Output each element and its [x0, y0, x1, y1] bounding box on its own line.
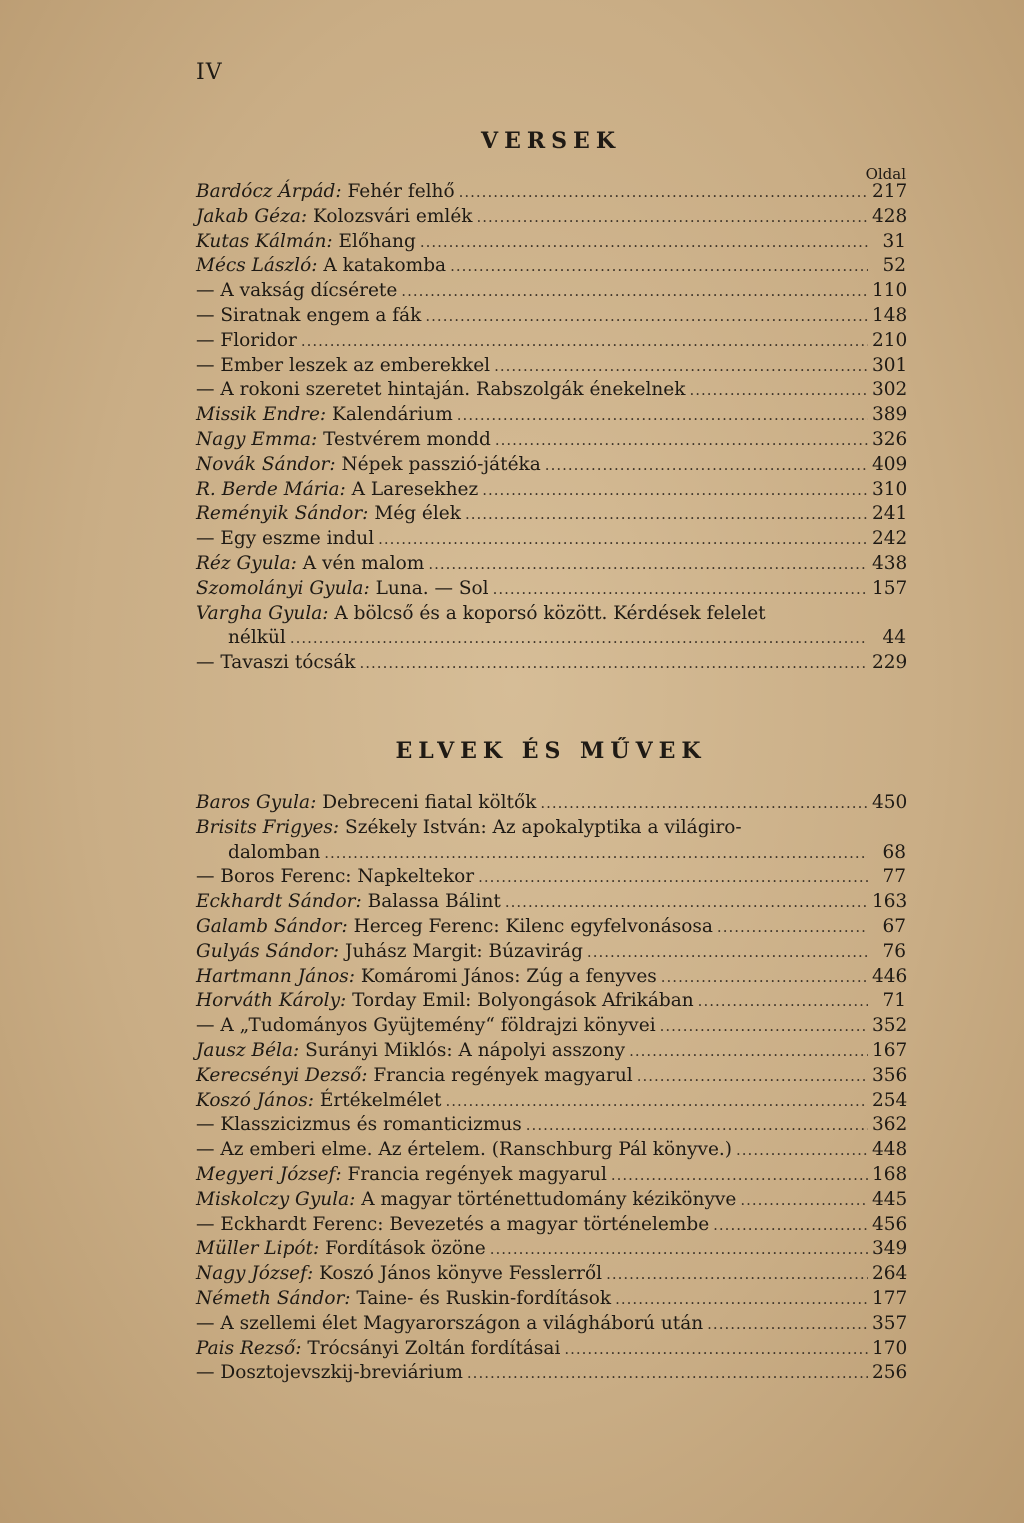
entry-page-number: 242 [872, 528, 908, 550]
dot-leader [540, 791, 868, 816]
toc-entry [196, 577, 906, 602]
entry-author: R. Berde Mária: [196, 478, 346, 500]
dot-leader [482, 478, 868, 503]
toc-entry [196, 428, 906, 453]
entry-title: — Ember leszek az emberekkel [196, 354, 491, 376]
entry-author: Reményik Sándor: [196, 503, 369, 525]
toc-entry [196, 1262, 906, 1287]
entry-page-number: 254 [872, 1089, 908, 1111]
dot-leader [611, 1163, 868, 1188]
entry-page-number: 67 [882, 915, 906, 937]
dot-leader [526, 1113, 868, 1138]
dot-leader [378, 527, 868, 552]
entry-page-number: 362 [872, 1114, 908, 1136]
entry-title: Juhász Margit: Búzavirág [345, 940, 583, 962]
entry-author: Megyeri József: [196, 1163, 342, 1185]
entry-title: — Eckhardt Ferenc: Bevezetés a magyar történelembe [196, 1213, 710, 1235]
entry-author: Baros Gyula: [196, 792, 317, 813]
toc-list-versek [196, 180, 906, 676]
toc-entry [196, 651, 906, 676]
toc-entry [196, 602, 906, 652]
entry-title: Komáromi János: Zúg a fenyves [360, 965, 657, 987]
entry-title: A vén malom [302, 552, 425, 574]
entry-page-number: 217 [872, 181, 908, 202]
entry-title: Székely István: Az apokalyptika a világiro- [345, 816, 742, 838]
toc-entry [196, 1039, 906, 1064]
entry-author: Szomolányi Gyula: [196, 577, 370, 599]
entry-title: Luna. — Sol [375, 577, 489, 599]
toc-entry [196, 1312, 906, 1337]
toc-entry [196, 1089, 906, 1114]
toc-entry [196, 279, 906, 304]
entry-author: Vargha Gyula: [196, 602, 329, 624]
entry-title: — Dosztojevszkij-breviárium [196, 1362, 463, 1384]
entry-page-number: 356 [872, 1064, 908, 1086]
entry-title-continued: dalomban [228, 841, 321, 863]
entry-page-number: 301 [872, 354, 908, 376]
entry-page-number: 241 [872, 503, 908, 525]
entry-page-number: 409 [872, 453, 908, 475]
entry-title: — Floridor [196, 329, 297, 351]
entry-page-number: 52 [882, 255, 906, 277]
toc-entry [196, 1237, 906, 1262]
entry-title: Fordítások özöne [325, 1238, 486, 1260]
toc-entry [196, 915, 906, 940]
entry-author: Miskolczy Gyula: [196, 1188, 356, 1210]
toc-entry [196, 230, 906, 255]
entry-author: Bardócz Árpád: [196, 181, 342, 202]
entry-author: Koszó János: [196, 1089, 314, 1111]
dot-leader [301, 329, 868, 354]
dot-leader [717, 915, 868, 940]
dot-leader [465, 502, 868, 527]
entry-author: Novák Sándor: [196, 453, 336, 475]
entry-page-number: 170 [872, 1337, 908, 1359]
entry-title: Debreceni fiatal költők [322, 792, 537, 813]
entry-page-number: 450 [872, 792, 908, 813]
entry-title: Trócsányi Zoltán fordításai [307, 1337, 561, 1359]
toc-entry [196, 1163, 906, 1188]
dot-leader [495, 428, 868, 453]
entry-title: Taine- és Ruskin-fordítások [356, 1287, 612, 1309]
dot-leader [490, 1237, 868, 1262]
toc-entry [196, 502, 906, 527]
entry-author: Kutas Kálmán: [196, 230, 333, 252]
entry-title: A bölcső és a koporsó között. Kérdések felelet [334, 602, 766, 624]
entry-page-number: 168 [872, 1163, 908, 1185]
toc-entry [196, 1361, 906, 1386]
entry-author: Galamb Sándor: [196, 915, 348, 937]
entry-page-number: 357 [872, 1312, 908, 1334]
entry-title: Még élek [374, 503, 461, 525]
page-column-label: Oldal [865, 165, 906, 183]
dot-leader [564, 1337, 868, 1362]
entry-page-number: 446 [872, 965, 908, 987]
entry-page-number: 44 [882, 627, 906, 649]
toc-entry [196, 1014, 906, 1039]
toc-entry [196, 965, 906, 990]
entry-page-number: 352 [872, 1015, 908, 1037]
entry-page-number: 157 [872, 577, 908, 599]
toc-entry [196, 791, 906, 816]
entry-author: Gulyás Sándor: [196, 940, 340, 962]
entry-title: — A rokoni szeretet hintaján. Rabszolgák énekelnek [196, 379, 686, 401]
entry-author: Jausz Béla: [196, 1039, 300, 1061]
entry-author: Kerecsényi Dezső: [196, 1064, 368, 1086]
toc-entry [196, 180, 906, 205]
entry-page-number: 31 [882, 230, 906, 252]
entry-page-number: 349 [872, 1238, 908, 1260]
entry-author: Jakab Géza: [196, 205, 308, 227]
dot-leader [661, 965, 868, 990]
entry-page-number: 264 [872, 1263, 908, 1285]
dot-leader [545, 453, 868, 478]
entry-page-number: 456 [872, 1213, 908, 1235]
toc-entry [196, 940, 906, 965]
dot-leader [637, 1064, 868, 1089]
dot-leader [477, 205, 869, 230]
dot-leader [698, 989, 868, 1014]
entry-title: Népek passzió-játéka [341, 453, 541, 475]
entry-title: Előhang [338, 230, 416, 252]
entry-page-number: 229 [872, 652, 908, 674]
dot-leader [660, 1014, 868, 1039]
toc-entry [196, 1337, 906, 1362]
section-heading-elvek: ELVEK ÉS MŰVEK [395, 738, 707, 764]
entry-page-number: 167 [872, 1039, 908, 1061]
entry-page-number: 210 [872, 329, 908, 351]
dot-leader [459, 180, 868, 205]
entry-author: Pais Rezső: [196, 1337, 302, 1359]
entry-title: Értékelmélet [319, 1089, 442, 1111]
entry-title: Torday Emil: Bolyongások Afrikában [352, 990, 694, 1012]
toc-entry [196, 403, 906, 428]
toc-entry [196, 1287, 906, 1312]
dot-leader [290, 626, 868, 651]
toc-entry [196, 329, 906, 354]
entry-author: Missik Endre: [196, 404, 327, 426]
dot-leader [615, 1287, 868, 1312]
toc-entry [196, 478, 906, 503]
entry-page-number: 445 [872, 1188, 908, 1210]
dot-leader [740, 1188, 868, 1213]
entry-title: Herceg Ferenc: Kilenc egyfelvonásosa [353, 915, 713, 937]
entry-page-number: 310 [872, 478, 908, 500]
entry-title: Surányi Miklós: A nápolyi asszony [305, 1039, 626, 1061]
dot-leader [324, 841, 868, 866]
dot-leader [420, 230, 868, 255]
dot-leader [445, 1089, 868, 1114]
dot-leader [606, 1262, 868, 1287]
toc-entry [196, 304, 906, 329]
entry-title: — Egy eszme indul [196, 528, 375, 550]
entry-title: Kalendárium [332, 404, 453, 426]
entry-title: — A „Tudományos Gyüjtemény“ földrajzi könyvei [196, 1015, 656, 1037]
entry-author: Hartmann János: [196, 965, 355, 987]
dot-leader [629, 1039, 868, 1064]
entry-author: Nagy Emma: [196, 428, 318, 450]
dot-leader [707, 1312, 868, 1337]
dot-leader [428, 552, 868, 577]
toc-entry [196, 527, 906, 552]
entry-title: Fehér felhő [347, 181, 455, 202]
entry-title: — Az emberi elme. Az értelem. (Ranschburg Pál könyve.) [196, 1139, 733, 1161]
entry-title: — A szellemi élet Magyarországon a világháború után [196, 1312, 704, 1334]
dot-leader [587, 940, 868, 965]
dot-leader [457, 403, 868, 428]
entry-page-number: 163 [872, 891, 908, 913]
toc-entry [196, 205, 906, 230]
entry-page-number: 326 [872, 428, 908, 450]
dot-leader [505, 890, 868, 915]
toc-entry [196, 816, 906, 866]
toc-entry [196, 1113, 906, 1138]
entry-author: Réz Gyula: [196, 552, 297, 574]
entry-title: — Boros Ferenc: Napkeltekor [196, 866, 475, 888]
dot-leader [478, 865, 868, 890]
entry-page-number: 71 [882, 990, 906, 1012]
toc-entry [196, 254, 906, 279]
entry-page-number: 148 [872, 304, 908, 326]
entry-page-number: 77 [882, 866, 906, 888]
section-heading-versek: VERSEK [481, 128, 621, 154]
dot-leader [736, 1138, 868, 1163]
toc-entry [196, 989, 906, 1014]
entry-page-number: 68 [882, 841, 906, 863]
dot-leader [689, 378, 868, 403]
dot-leader [494, 354, 868, 379]
dot-leader [401, 279, 868, 304]
toc-entry [196, 552, 906, 577]
entry-author: Horváth Károly: [196, 990, 347, 1012]
entry-title: — Klasszicizmus és romanticizmus [196, 1114, 522, 1136]
entry-author: Mécs László: [196, 255, 318, 277]
entry-title: — Siratnak engem a fák [196, 304, 422, 326]
entry-title: A katakomba [323, 255, 447, 277]
entry-page-number: 389 [872, 404, 908, 426]
page-number: IV [196, 60, 223, 85]
dot-leader [493, 577, 868, 602]
toc-entry [196, 1213, 906, 1238]
entry-author: Eckhardt Sándor: [196, 891, 362, 913]
dot-leader [450, 254, 868, 279]
entry-title: — A vakság dícsérete [196, 280, 398, 302]
toc-entry [196, 453, 906, 478]
entry-author: Müller Lipót: [196, 1238, 320, 1260]
dot-leader [713, 1213, 868, 1238]
entry-title-continued: nélkül [228, 627, 286, 649]
toc-entry [196, 354, 906, 379]
toc-entry [196, 890, 906, 915]
entry-title: A Laresekhez [351, 478, 479, 500]
toc-entry [196, 1138, 906, 1163]
toc-entry [196, 378, 906, 403]
dot-leader [467, 1361, 868, 1386]
entry-page-number: 438 [872, 552, 908, 574]
entry-title: Francia regények magyarul [347, 1163, 607, 1185]
entry-page-number: 428 [872, 205, 908, 227]
entry-title: Koszó János könyve Fesslerről [319, 1263, 603, 1285]
entry-title: Kolozsvári emlék [313, 205, 473, 227]
entry-page-number: 256 [872, 1362, 908, 1384]
entry-page-number: 448 [872, 1139, 908, 1161]
entry-page-number: 76 [882, 940, 906, 962]
entry-author: Németh Sándor: [196, 1287, 351, 1309]
toc-entry [196, 1064, 906, 1089]
entry-title: A magyar történettudomány kézikönyve [361, 1188, 737, 1210]
toc-list-elvek [196, 791, 906, 1386]
dot-leader [425, 304, 868, 329]
entry-title: Francia regények magyarul [373, 1064, 633, 1086]
entry-page-number: 177 [872, 1287, 908, 1309]
entry-page-number: 302 [872, 379, 908, 401]
entry-author: Brisits Frigyes: [196, 816, 340, 838]
entry-title: Balassa Bálint [367, 891, 501, 913]
dot-leader [360, 651, 869, 676]
entry-page-number: 110 [872, 280, 908, 302]
toc-entry [196, 1188, 906, 1213]
entry-author: Nagy József: [196, 1263, 314, 1285]
entry-title: — Tavaszi tócsák [196, 652, 356, 674]
toc-entry [196, 865, 906, 890]
entry-title: Testvérem mondd [323, 428, 491, 450]
